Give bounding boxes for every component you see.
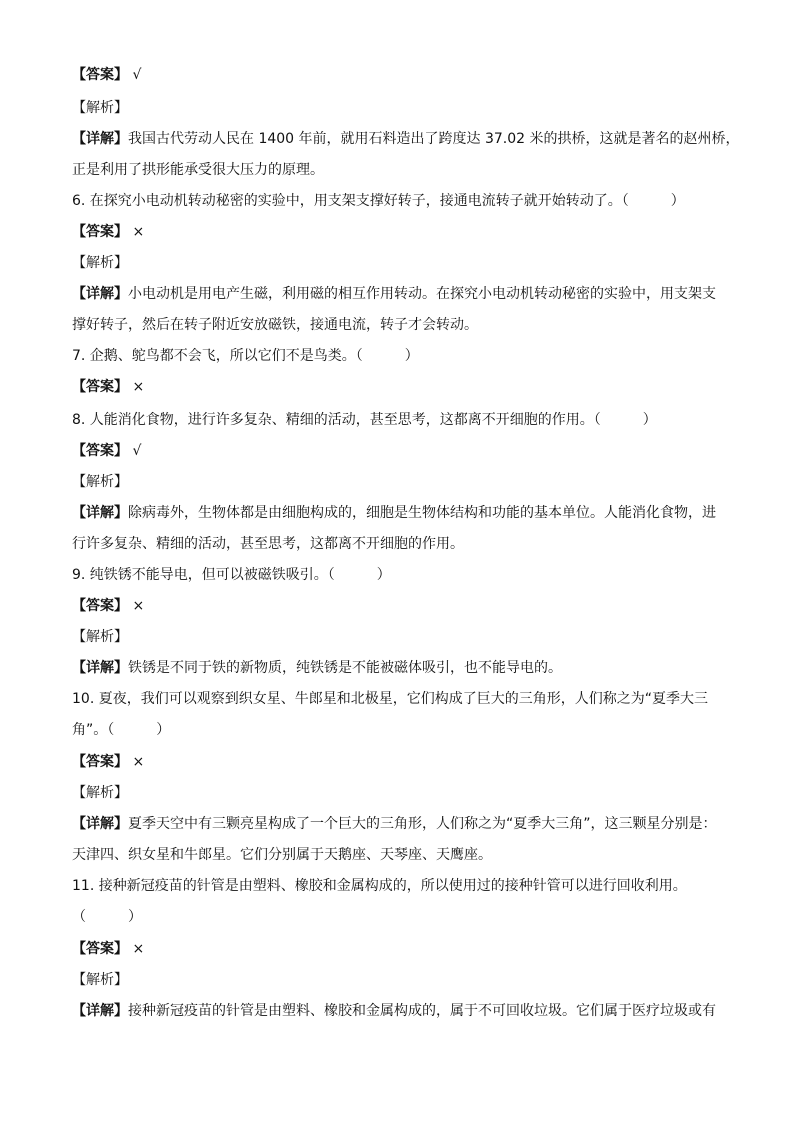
detail-text: 除病毒外，生物体都是由细胞构成的，细胞是生物体结构和功能的基本单位。人能消化食物，进 xyxy=(128,505,716,521)
analysis-tag: 【解析】 xyxy=(72,972,128,988)
question-11: 11. 接种新冠疫苗的针管是由塑料、橡胶和金属构成的，所以使用过的接种针管可以进行回收利用。 xyxy=(72,878,687,894)
answer-mark: √ xyxy=(132,67,142,83)
answer-line xyxy=(72,937,732,961)
detail-tag: 【详解】 xyxy=(72,505,128,521)
analysis-tag: 【解析】 xyxy=(72,474,128,490)
analysis-tag: 【解析】 xyxy=(72,255,128,271)
detail-text: 小电动机是用电产生磁，利用磁的相互作用转动。在探究小电动机转动秘密的实验中，用支架支 xyxy=(128,286,716,302)
detail-line xyxy=(72,656,732,680)
analysis-tag: 【解析】 xyxy=(72,100,128,116)
answer-tag: 【答案】 xyxy=(72,941,128,957)
detail-line: 撑好转子，然后在转子附近安放磁铁，接通电流，转子才会转动。 xyxy=(72,317,478,333)
answer-tag: 【答案】 xyxy=(72,598,128,614)
answer-mark: × xyxy=(132,941,145,957)
answer-tag: 【答案】 xyxy=(72,67,128,83)
answer-tag: 【答案】 xyxy=(72,224,128,240)
answer-tag: 【答案】 xyxy=(72,754,128,770)
answer-mark: √ xyxy=(132,443,142,459)
question-8: 8. 人能消化食物，进行许多复杂、精细的活动，甚至思考，这都离不开细胞的作用。（ ） xyxy=(72,412,657,428)
detail-line xyxy=(72,127,740,151)
question-10: 10. 夏夜，我们可以观察到织女星、牛郎星和北极星，它们构成了巨大的三角形，人们称之为“夏季大三 xyxy=(72,691,708,707)
answer-line xyxy=(72,594,732,618)
question-11-cont: （ ） xyxy=(72,909,142,925)
detail-tag: 【详解】 xyxy=(72,1003,128,1019)
answer-tag: 【答案】 xyxy=(72,443,128,459)
detail-text: 夏季天空中有三颗亮星构成了一个巨大的三角形，人们称之为“夏季大三角”，这三颗星分别是： xyxy=(128,816,717,832)
answer-line xyxy=(72,375,732,399)
detail-text: 接种新冠疫苗的针管是由塑料、橡胶和金属构成的，属于不可回收垃圾。它们属于医疗垃圾或有 xyxy=(128,1003,716,1019)
detail-line xyxy=(72,501,732,525)
detail-line xyxy=(72,999,732,1023)
detail-tag: 【详解】 xyxy=(72,816,128,832)
question-9: 9. 纯铁锈不能导电，但可以被磁铁吸引。（ ） xyxy=(72,567,391,583)
analysis-tag: 【解析】 xyxy=(72,785,128,801)
answer-line xyxy=(72,63,732,87)
answer-mark: × xyxy=(132,754,145,770)
answer-line xyxy=(72,439,732,463)
detail-line: 行许多复杂、精细的活动，甚至思考，这都离不开细胞的作用。 xyxy=(72,536,464,552)
answer-mark: × xyxy=(132,379,145,395)
question-10-cont: 角”。（ ） xyxy=(72,722,171,738)
detail-line: 正是利用了拱形能承受很大压力的原理。 xyxy=(72,162,324,178)
answer-line xyxy=(72,220,732,244)
detail-line xyxy=(72,812,732,836)
answer-mark: × xyxy=(132,598,145,614)
answer-line xyxy=(72,750,732,774)
analysis-tag: 【解析】 xyxy=(72,629,128,645)
detail-line xyxy=(72,282,732,306)
detail-tag: 【详解】 xyxy=(72,286,128,302)
question-7: 7. 企鹅、鸵鸟都不会飞，所以它们不是鸟类。（ ） xyxy=(72,348,419,364)
detail-tag: 【详解】 xyxy=(72,660,128,676)
answer-mark: × xyxy=(132,224,145,240)
detail-tag: 【详解】 xyxy=(72,131,128,147)
question-6: 6. 在探究小电动机转动秘密的实验中，用支架支撑好转子，接通电流转子就开始转动了。（ ） xyxy=(72,193,685,209)
detail-text: 我国古代劳动人民在 1400 年前，就用石料造出了跨度达 37.02 米的拱桥，这就是著名的赵州桥， xyxy=(128,131,740,147)
detail-line: 天津四、织女星和牛郎星。它们分别属于天鹅座、天琴座、天鹰座。 xyxy=(72,847,492,863)
answer-tag: 【答案】 xyxy=(72,379,128,395)
detail-text: 铁锈是不同于铁的新物质，纯铁锈是不能被磁体吸引，也不能导电的。 xyxy=(128,660,562,676)
